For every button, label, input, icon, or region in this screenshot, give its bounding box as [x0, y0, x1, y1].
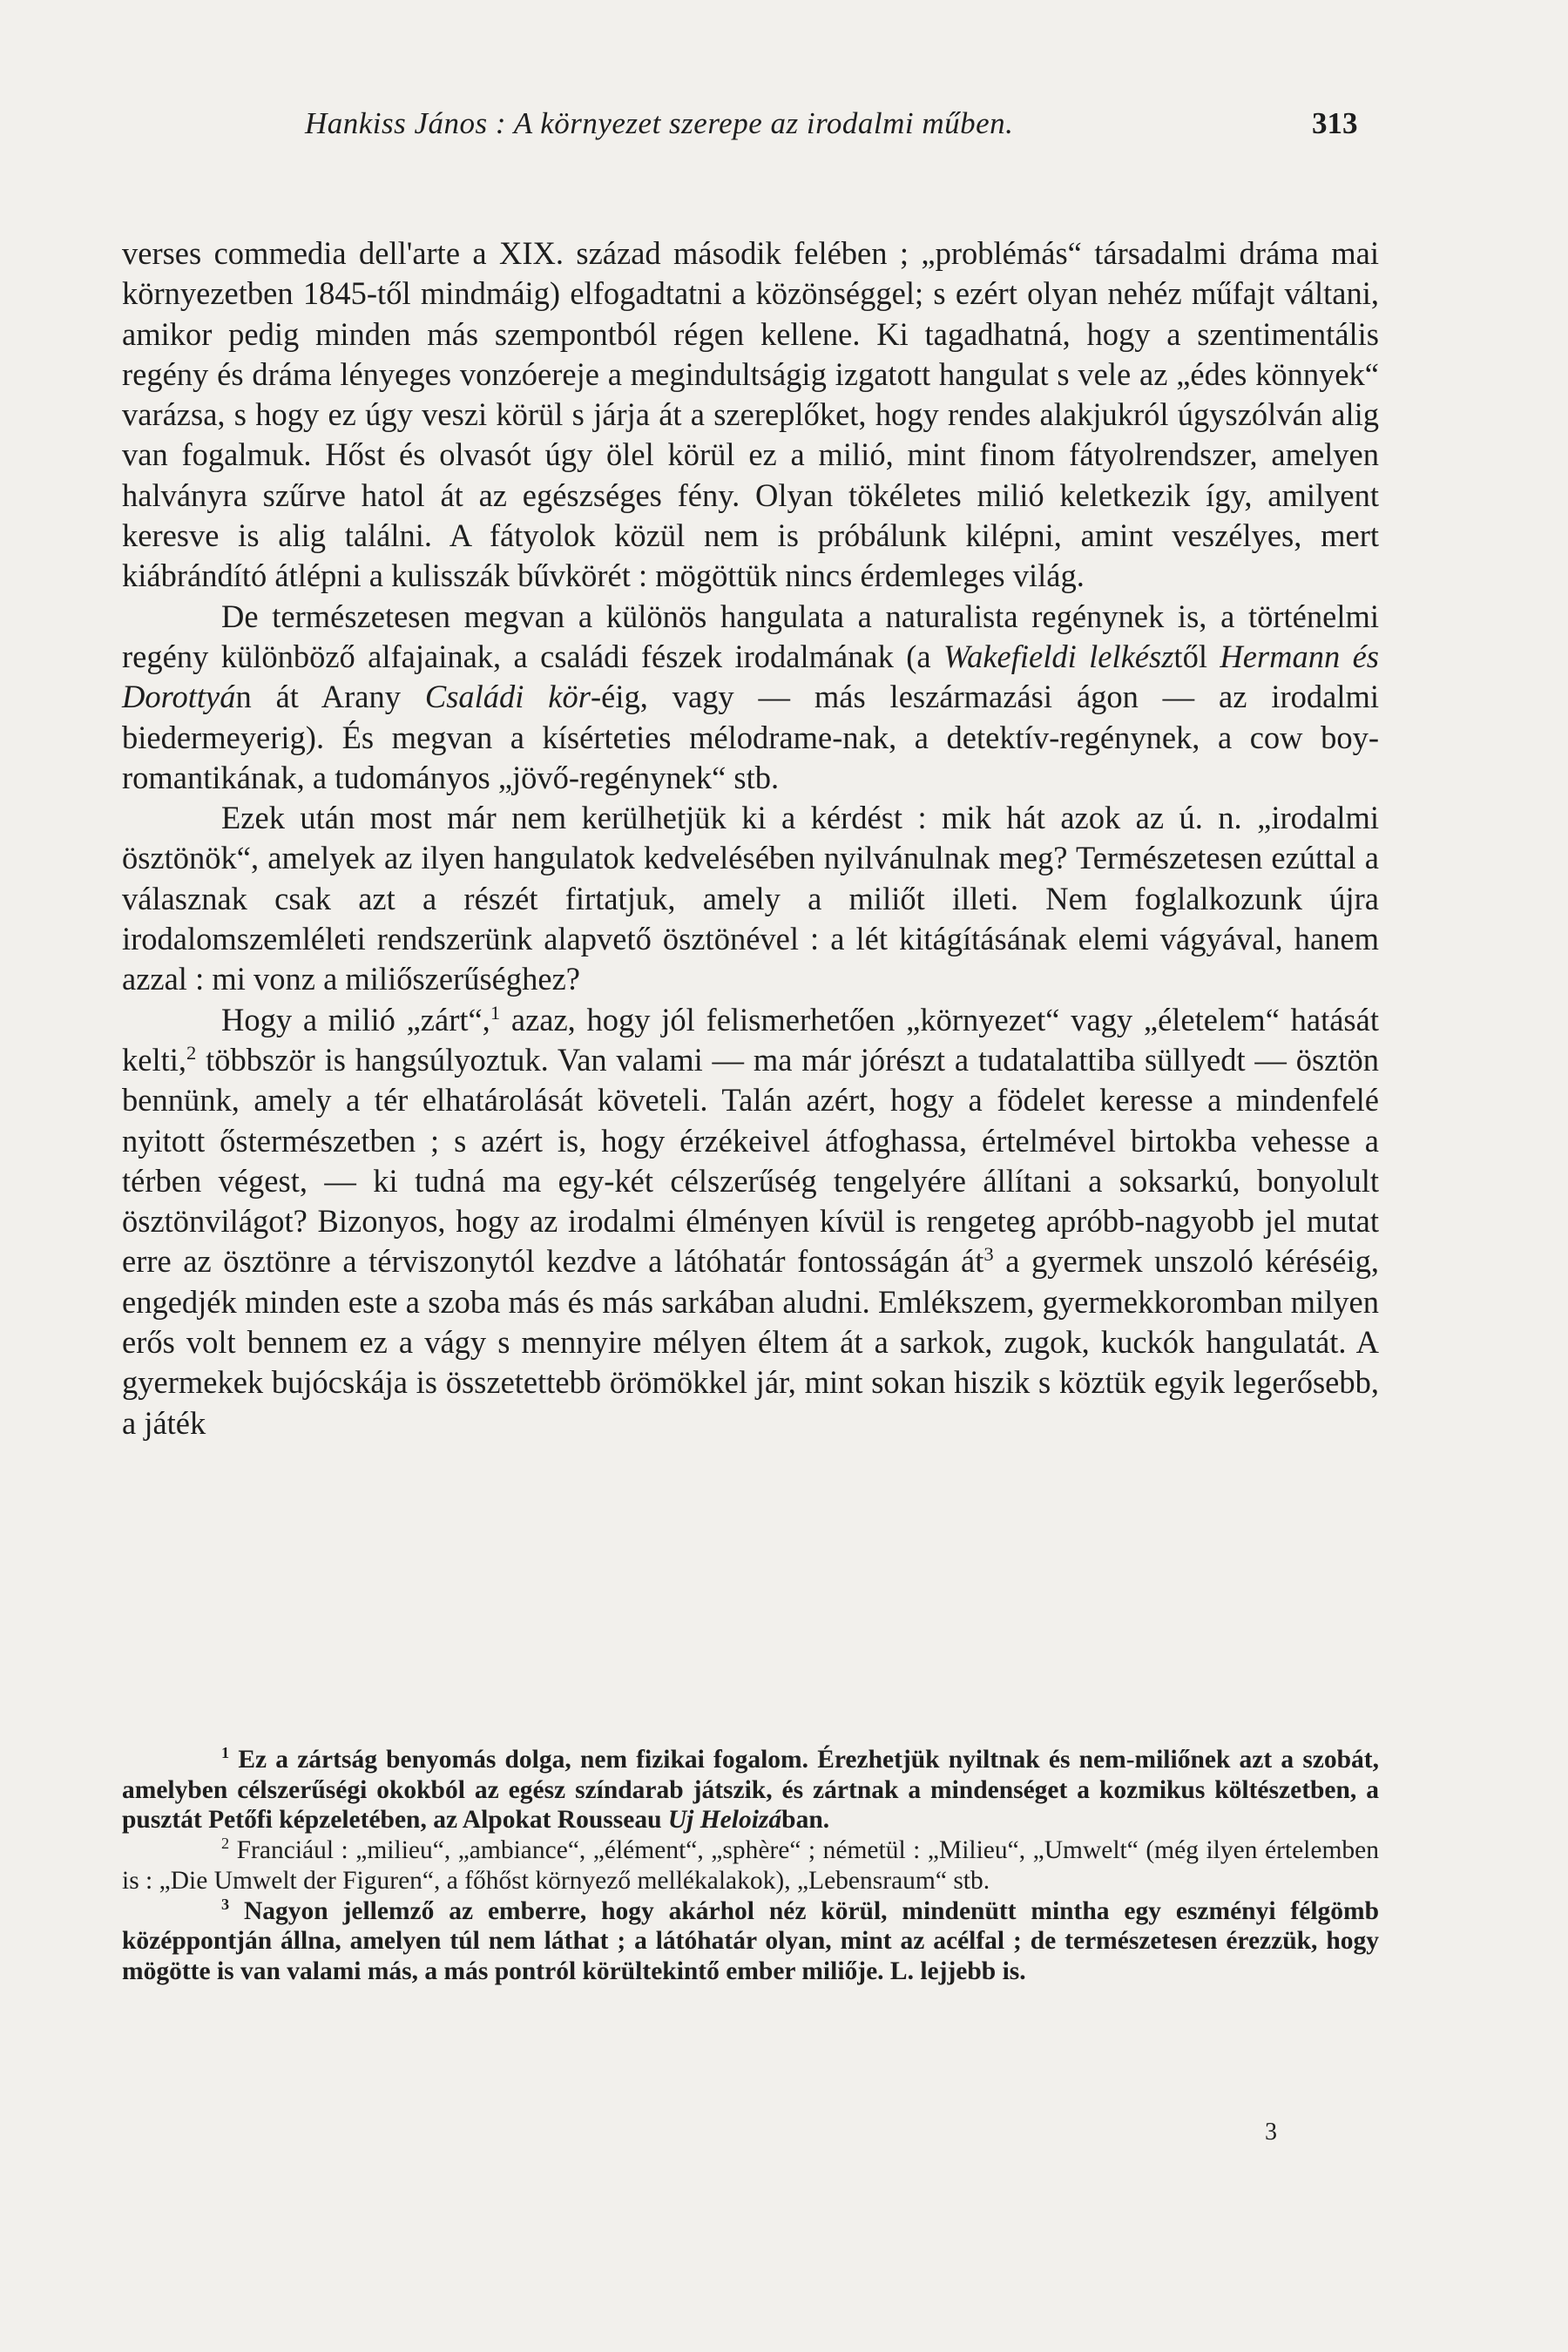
paragraph-4 [122, 1000, 1379, 1443]
signature-mark: 3 [1265, 2119, 1277, 2146]
footnote-1-title: Uj Heloizá [667, 1806, 782, 1835]
footnote-3-text: Nagyon jellemző az emberre, hogy akárhol néz körül, mindenütt mintha egy eszményi félgömb középpontján állna, amelyen túl nem láthat ; a látóhatár olyan, mint az acélfal ; de természetesen érezzük, hogy mögötte is van valami más, a más pontról körültekintő ember miliője. L. lejjebb is. [122, 1896, 1379, 1985]
footnote-1-mark: 1 [221, 1744, 230, 1762]
footnote-3 [122, 1896, 1379, 1987]
footnote-1-text-a: Ez a zártság benyomás dolga, nem fizikai fogalom. Érezhetjük nyiltnak és nem-miliőnek azt a szobát, amelyben célszerűségi okokból az egész színdarab játszik, és zártnak a mindenséget a kozmikus költészetben, a pusztát Petőfi képzeletében, az Alpokat Rousseau [122, 1746, 1379, 1835]
running-head: Hankiss János : A környezet szerepe az irodalmi műben. [305, 106, 1014, 140]
paragraph-3-text: Ezek után most már nem kerülhetjük ki a kérdést : mik hát azok az ú. n. „irodalmi ösztönök“, amelyek az ilyen hangulatok kedvelésében nyilvánulnak meg? Természetesen ezúttal a válasznak csak azt a részét firtatjuk, amely a miliőt illeti. Nem foglalkozunk újra irodalomszemléleti rendszerünk alapvető ösztönével : a lét kitágításának elemi vágyával, hanem azzal : mi vonz a miliőszerűséghez? [122, 800, 1379, 997]
footnote-1-text-b: ban. [781, 1806, 830, 1835]
paragraph-2 [122, 597, 1379, 798]
page-number: 313 [1312, 106, 1358, 140]
paragraph-4-text-b: azaz, hogy jól felismerhetően „környezet“ vagy „életelem“ hatását kelti, [122, 1001, 1379, 1078]
paragraph-2-text-b: től [1173, 638, 1220, 674]
footnote-2 [122, 1835, 1379, 1896]
paragraph-3 [122, 798, 1379, 999]
title-wakefield: Wakefieldi lelkész [943, 638, 1174, 674]
footnote-2-mark: 2 [221, 1835, 230, 1853]
paragraph-1 [122, 233, 1379, 597]
paragraph-4-text-c: többször is hangsúlyoztuk. Van valami — ma már jórészt a tudatalattiba süllyedt — ösztön bennünk, amely a tér elhatárolását követeli. Talán azért, hogy a födelet keresse a mindenfelé nyitott őstermészetben ; s azért is, hogy érzékeivel átfoghassa, értelmével birtokba vehesse a térben végest, — ki tudná ma egy-két célszerűség tengelyére állítani a soksarkú, bonyolult ösztönvilágot? Bizonyos, hogy az irodalmi élményen kívül is rengeteg apróbb-nagyobb jel mutat erre az ösztönre a térviszonytól kezdve a látóhatár fontosságán át [122, 1041, 1379, 1280]
footnote-ref-2: 2 [186, 1041, 197, 1064]
footnote-3-mark: 3 [221, 1895, 230, 1913]
page-header [0, 106, 1568, 150]
footnote-1 [122, 1745, 1379, 1835]
paragraph-2-text-d: -éig, vagy — más leszármazási ágon — az irodalmi biedermeyerig). És megvan a kísérteties mélodrame-nak, a detektív-regénynek, a cow boy-romantikának, a tudományos „jövő-regénynek“ stb. [122, 679, 1379, 795]
paragraph-4-text-d: a gyermek unszoló kéréséig, engedjék minden este a szoba más és más sarkában aludni. Emlékszem, gyermekkoromban milyen erős volt bennem ez a vágy s mennyire mélyen éltem át a sarkok, zugok, kuckók hangulatát. A gyermekek bujócskája is összetettebb örömökkel jár, mint sokan hiszik s köztük egyik legerősebb, a játék [122, 1243, 1379, 1441]
footnote-2-text: Franciául : „milieu“, „ambiance“, „élément“, „sphère“ ; németül : „Milieu“, „Umwelt“ (még ilyen értelemben is : „Die Umwelt der Figuren“, a főhőst környező mellékalakok), „Lebensraum“ stb. [122, 1836, 1379, 1895]
paragraph-2-text-a: De természetesen megvan a különös hangulata a naturalista regénynek is, a történelmi regény különböző alfajainak, a családi fészek irodalmának (a [122, 598, 1379, 674]
title-hermann-dorottya: Hermann és Dorottyá [122, 638, 1380, 715]
footnote-ref-3: 3 [983, 1243, 994, 1266]
paragraph-1-text: verses commedia dell'arte a XIX. század második felében ; „problémás“ társadalmi dráma mai környezetben 1845-től mindmáig) elfogadtatni a közönséggel; s ezért olyan nehéz műfajt váltani, amikor pedig minden más szempontból régen kellene. Ki tagadhatná, hogy a szentimentális regény és dráma lényeges vonzóereje a megindultságig izgatott hangulat s vele az „édes könnyek“ varázsa, s hogy ez úgy veszi körül s járja át a szereplőket, hogy rendes alakjukról úgyszólván alig van fogalmuk. Hőst és olvasót úgy ölel körül ez a milió, mint finom fátyolrendszer, amelyen halványra szűrve hatol át az egészséges fény. Olyan tökéletes milió keletkezik így, amilyent keresve is alig találni. A fátyolok közül nem is próbálunk kilépni, amint veszélyes, mert kiábrándító átlépni a kulisszák bűvkörét : mögöttük nincs érdemleges világ. [122, 235, 1379, 594]
paragraph-4-text-a: Hogy a milió „zárt“, [221, 1001, 490, 1037]
footnotes [122, 1745, 1379, 1987]
title-csaladi-kor: Családi kör [424, 679, 591, 715]
paragraph-2-text-c: n át Arany [235, 679, 425, 715]
body-text [122, 233, 1379, 1443]
footnote-ref-1: 1 [490, 1001, 501, 1024]
